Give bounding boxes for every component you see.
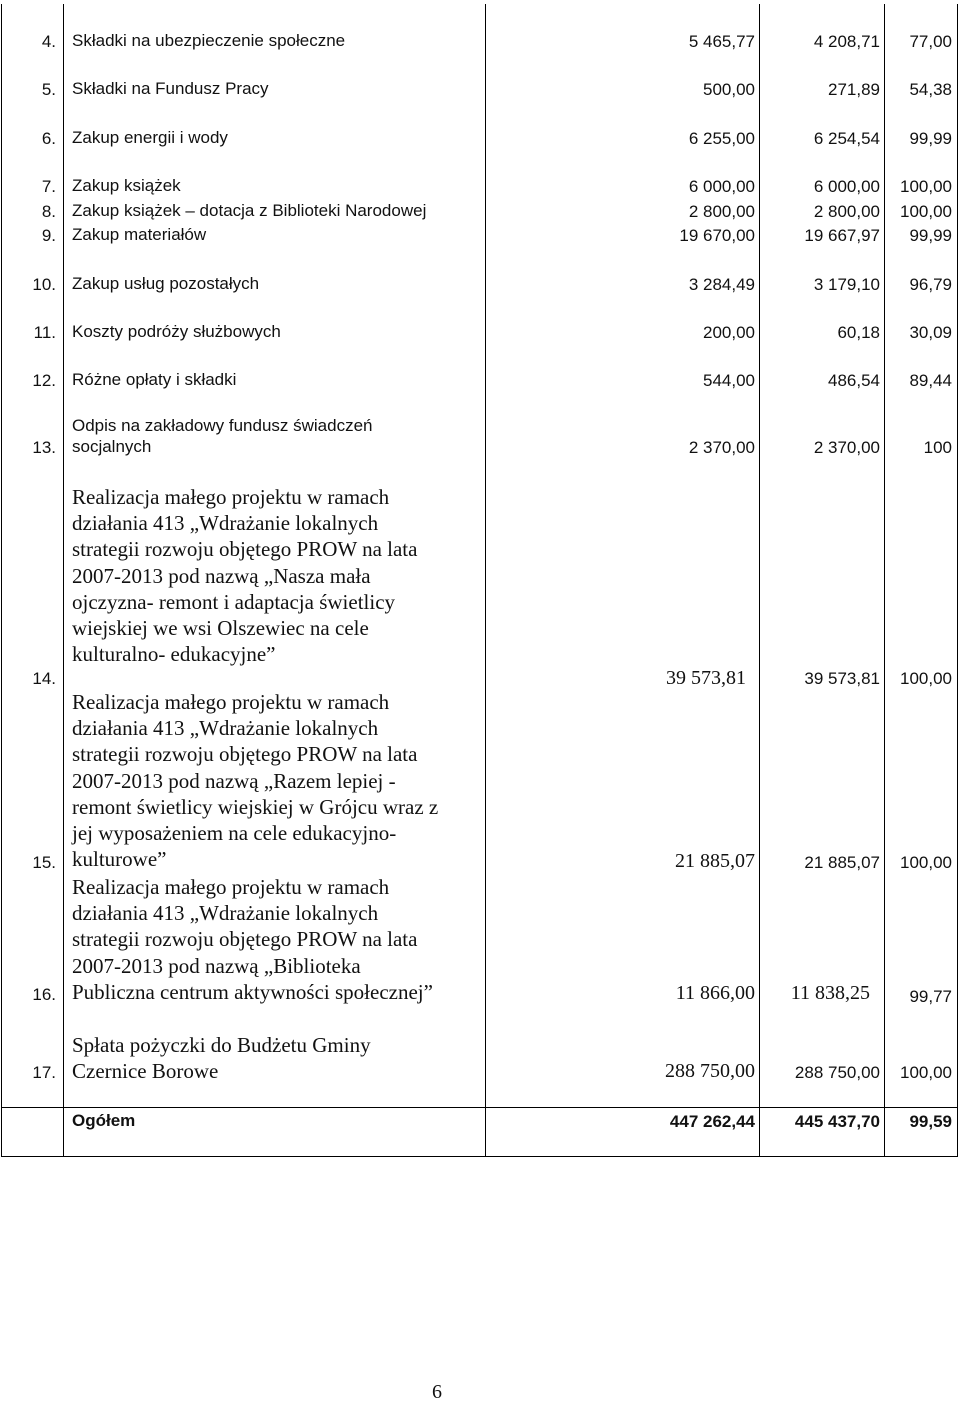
row-wykonanie: 11 838,25: [790, 982, 870, 1004]
row-number: 5.: [41, 80, 56, 99]
row-number: 8.: [41, 202, 56, 221]
table-border-right: [957, 4, 958, 1157]
row-procent: 100,00: [900, 1063, 952, 1082]
row-wykonanie: 60,18: [837, 323, 880, 342]
row-procent: 96,79: [909, 275, 952, 294]
row-name-line: Realizacja małego projektu w ramach: [72, 485, 390, 509]
row-wykonanie: 21 885,07: [804, 853, 880, 872]
page-number: 6: [432, 1381, 442, 1403]
row-wykonanie: 19 667,97: [804, 226, 880, 245]
row-number: 4.: [41, 32, 56, 51]
row-procent: 100,00: [900, 177, 952, 196]
row-number: 11.: [33, 323, 56, 342]
row-number: 6.: [41, 129, 56, 148]
row-name: Koszty podróży służbowych: [72, 322, 281, 341]
row-plan: 11 866,00: [675, 982, 755, 1004]
table-divider-lp: [63, 4, 64, 1157]
row-name-line: Czernice Borowe: [72, 1059, 219, 1084]
row-name-line: kulturalno- edukacyjne”: [72, 642, 276, 667]
total-row-top-border: [1, 1107, 958, 1108]
row-number: 16.: [32, 985, 56, 1004]
row-wykonanie: 288 750,00: [794, 1063, 880, 1082]
row-name-line: 2007-2013 pod nazwą „Biblioteka: [72, 953, 361, 978]
row-number: 17.: [32, 1063, 56, 1082]
row-name: Zakup usług pozostałych: [72, 274, 260, 293]
row-wykonanie: 3 179,10: [813, 275, 880, 294]
row-name-line: strategii rozwoju objętego PROW na lata: [72, 927, 418, 952]
row-plan: 200,00: [703, 323, 755, 342]
row-procent: 100,00: [900, 853, 952, 872]
total-wykonanie: 445 437,70: [794, 1112, 880, 1131]
row-name-line: ojczyzna- remont i adaptacja świetlicy: [72, 589, 396, 614]
total-plan: 447 262,44: [669, 1112, 755, 1131]
row-number: 9.: [41, 226, 56, 245]
table-bottom-border: [1, 1156, 958, 1157]
row-name: Zakup książek – dotacja z Biblioteki Narodowej: [72, 201, 427, 220]
row-name-line: Odpis na zakładowy fundusz świadczeń: [72, 416, 373, 435]
row-name-line: działania 413 „Wdrażanie lokalnych: [72, 901, 379, 926]
row-plan: 6 255,00: [688, 129, 755, 148]
row-number: 15.: [32, 853, 56, 872]
row-plan: 544,00: [703, 371, 755, 390]
row-wykonanie: 2 800,00: [813, 202, 880, 221]
row-plan: 288 750,00: [665, 1060, 755, 1082]
row-name-line: strategii rozwoju objętego PROW na lata: [72, 742, 418, 767]
row-plan: 3 284,49: [688, 275, 755, 294]
row-plan: 5 465,77: [688, 32, 755, 51]
row-name-line: Publiczna centrum aktywności społecznej”: [72, 979, 433, 1004]
row-name-line: Realizacja małego projektu w ramach: [72, 690, 390, 714]
table-divider-plan: [759, 4, 760, 1157]
row-name: Zakup książek: [72, 176, 181, 195]
row-wykonanie: 486,54: [828, 371, 880, 390]
row-procent: 77,00: [909, 32, 952, 51]
row-plan: 2 370,00: [688, 438, 755, 457]
row-procent: 99,99: [909, 226, 952, 245]
row-name-line: strategii rozwoju objętego PROW na lata: [72, 537, 418, 562]
total-procent: 99,59: [909, 1112, 952, 1131]
row-procent: 54,38: [909, 80, 952, 99]
row-wykonanie: 2 370,00: [813, 438, 880, 457]
row-name-line: działania 413 „Wdrażanie lokalnych: [72, 716, 379, 741]
row-wykonanie: 271,89: [828, 80, 880, 99]
row-procent: 100,00: [900, 669, 952, 688]
table-divider-wykonanie: [884, 4, 885, 1157]
row-number: 14.: [32, 669, 56, 688]
row-procent: 99,99: [909, 129, 952, 148]
row-wykonanie: 6 000,00: [813, 177, 880, 196]
row-plan: 21 885,07: [675, 850, 755, 872]
row-name-multiline: [72, 1032, 371, 1084]
row-procent: 100: [923, 438, 952, 457]
row-plan: 19 670,00: [679, 226, 755, 245]
row-plan: 39 573,81: [666, 667, 746, 689]
table-divider-name: [485, 4, 486, 1157]
row-procent: 89,44: [909, 371, 952, 390]
row-name: Różne opłaty i składki: [72, 370, 237, 389]
row-plan: 6 000,00: [688, 177, 755, 196]
row-name: Składki na Fundusz Pracy: [72, 79, 269, 98]
row-name-line: Spłata pożyczki do Budżetu Gminy: [72, 1033, 371, 1057]
row-wykonanie: 6 254,54: [813, 129, 880, 148]
row-procent: 99,77: [909, 987, 952, 1006]
row-name-line: socjalnych: [72, 437, 152, 456]
row-wykonanie: 4 208,71: [813, 32, 880, 51]
row-name-line: Realizacja małego projektu w ramach: [72, 875, 390, 899]
total-label: Ogółem: [72, 1111, 136, 1130]
row-name-line: remont świetlicy wiejskiej w Grójcu wraz z: [72, 794, 439, 819]
row-number: 7.: [41, 177, 56, 196]
row-name-line: działania 413 „Wdrażanie lokalnych: [72, 511, 379, 536]
row-wykonanie: 39 573,81: [804, 669, 880, 688]
row-name-multiline: [72, 874, 433, 1005]
row-name-line: kulturowe”: [72, 847, 167, 872]
row-name: Zakup energii i wody: [72, 128, 228, 147]
row-procent: 30,09: [909, 323, 952, 342]
row-name-multiline: [72, 484, 417, 667]
row-name-line: jej wyposażeniem na cele edukacyjno-: [72, 821, 397, 846]
row-plan: 2 800,00: [688, 202, 755, 221]
row-number: 13.: [32, 438, 56, 457]
row-number: 10.: [32, 275, 56, 294]
row-name-line: 2007-2013 pod nazwą „Razem lepiej -: [72, 768, 396, 793]
row-name: Składki na ubezpieczenie społeczne: [72, 31, 346, 50]
row-procent: 100,00: [900, 202, 952, 221]
row-name-line: 2007-2013 pod nazwą „Nasza mała: [72, 563, 371, 588]
row-name-multiline: [72, 689, 438, 872]
row-name-line: wiejskiej we wsi Olszewiec na cele: [72, 616, 369, 641]
row-number: 12.: [32, 371, 56, 390]
row-plan: 500,00: [703, 80, 755, 99]
row-name: Zakup materiałów: [72, 225, 207, 244]
